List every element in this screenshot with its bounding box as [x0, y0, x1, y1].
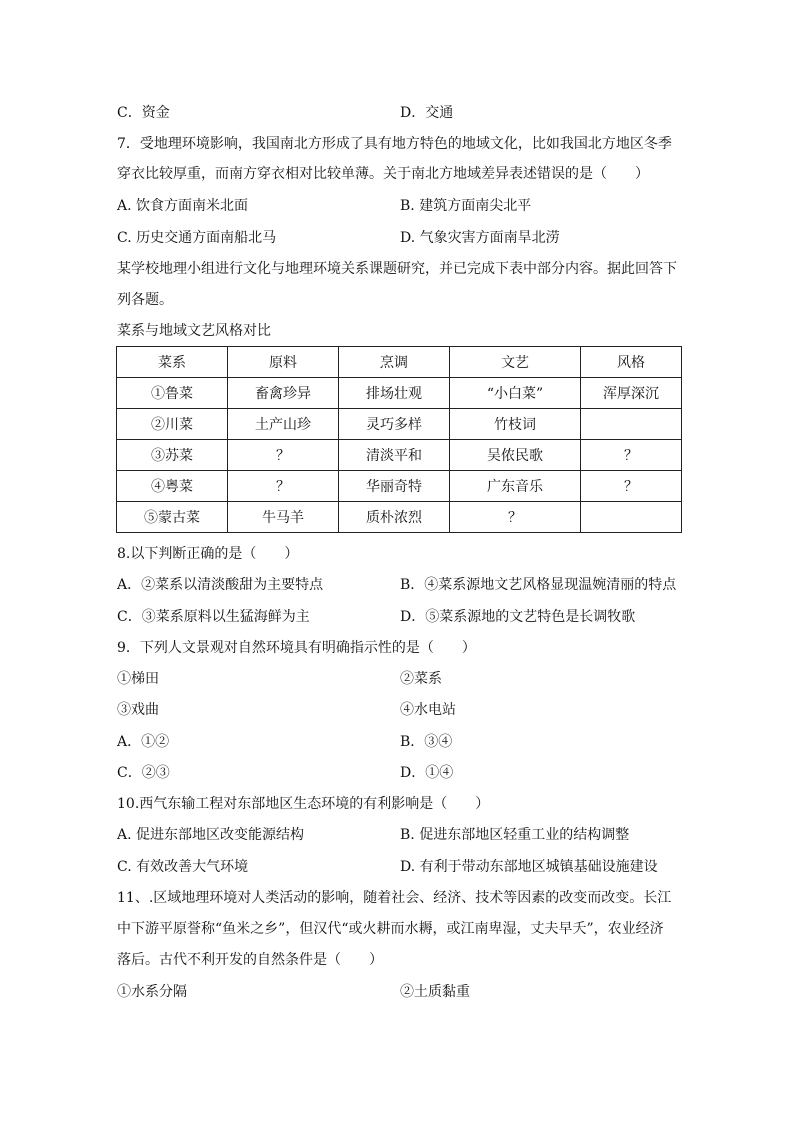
q10-stem: 10.西气东输工程对东部地区生态环境的有利影响是（ ）	[117, 796, 490, 812]
table-cell	[581, 409, 682, 440]
table-cell: ？	[581, 440, 682, 471]
q7-stem-line1: 7．受地理环境影响，我国南北方形成了具有地方特色的地域文化，比如我国北方地区冬季	[117, 136, 672, 152]
table-cell: 浑厚深沉	[581, 378, 682, 409]
header-style: 风格	[581, 347, 682, 378]
q6-option-d: D．交通	[400, 105, 454, 121]
q10-option-a: A. 促进东部地区改变能源结构	[117, 827, 305, 843]
q9-option-d: D．①④	[400, 765, 454, 781]
table-cell: 华丽奇特	[339, 471, 450, 502]
q8-option-c: C．③菜系原料以生猛海鲜为主	[117, 609, 310, 625]
table-row	[117, 409, 682, 440]
q10-option-b: B. 促进东部地区轻重工业的结构调整	[400, 827, 630, 843]
table-cell: “小白菜”	[450, 378, 581, 409]
table-cell: ⑤蒙古菜	[117, 502, 228, 533]
table-cell: ？	[581, 471, 682, 502]
q11-stem-line3: 落后。古代不利开发的自然条件是（ ）	[117, 952, 383, 968]
q7-option-c: C. 历史交通方面南船北马	[117, 230, 277, 246]
q9-item-1: ①梯田	[117, 671, 159, 687]
q9-stem: 9．下列人文景观对自然环境具有明确指示性的是（ ）	[117, 640, 476, 656]
q8-stem: 8.以下判断正确的是（ ）	[117, 546, 299, 562]
q11-item-2: ②土质黏重	[400, 984, 470, 1000]
q7-option-a: A. 饮食方面南米北面	[117, 198, 249, 214]
q7-stem-line2: 穿衣比较厚重，而南方穿衣相对比较单薄。关于南北方地域差异表述错误的是（ ）	[117, 166, 649, 182]
header-cooking: 烹调	[339, 347, 450, 378]
table-cell: 排场壮观	[339, 378, 450, 409]
table-cell: ？	[450, 502, 581, 533]
table-cell: ？	[228, 440, 339, 471]
intro-line1: 某学校地理小组进行文化与地理环境关系课题研究，并已完成下表中部分内容。据此回答下	[117, 261, 677, 277]
q9-option-a: A．①②	[117, 734, 170, 750]
table-title: 菜系与地域文艺风格对比	[117, 323, 271, 339]
header-cuisine: 菜系	[117, 347, 228, 378]
q10-option-c: C. 有效改善大气环境	[117, 859, 249, 875]
table-header-row	[117, 347, 682, 378]
table-row	[117, 502, 682, 533]
table-cell: ①鲁菜	[117, 378, 228, 409]
table-cell: ？	[228, 471, 339, 502]
q8-option-b: B．④菜系源地文艺风格显现温婉清丽的特点	[400, 577, 677, 593]
q11-stem-line2: 中下游平原誉称“鱼米之乡”，但汉代“或火耕而水耨，或江南卑湿，丈夫早夭”，农业经济	[117, 921, 664, 937]
q9-item-3: ③戏曲	[117, 702, 159, 718]
q9-item-4: ④水电站	[400, 702, 456, 718]
header-arts: 文艺	[450, 347, 581, 378]
q7-option-d: D. 气象灾害方面南旱北涝	[400, 230, 560, 246]
table-cell: 吴侬民歌	[450, 440, 581, 471]
table-cell: 土产山珍	[228, 409, 339, 440]
header-ingredients: 原料	[228, 347, 339, 378]
q11-item-1: ①水系分隔	[117, 984, 187, 1000]
q8-option-d: D．⑤菜系源地的文艺特色是长调牧歌	[400, 609, 636, 625]
q9-item-2: ②菜系	[400, 671, 442, 687]
table-cell: 牛马羊	[228, 502, 339, 533]
table-cell: ③苏菜	[117, 440, 228, 471]
table-cell: ④粤菜	[117, 471, 228, 502]
q9-option-b: B．③④	[400, 734, 453, 750]
intro-line2: 列各题。	[117, 292, 173, 308]
table-row	[117, 378, 682, 409]
q9-option-c: C．②③	[117, 765, 170, 781]
table-cell: 质朴浓烈	[339, 502, 450, 533]
q11-stem-line1: 11、.区域地理环境对人类活动的影响，随着社会、经济、技术等因素的改变而改变。长江	[117, 890, 672, 906]
table-cell: 畜禽珍异	[228, 378, 339, 409]
table-row	[117, 471, 682, 502]
q10-option-d: D. 有利于带动东部地区城镇基础设施建设	[400, 859, 658, 875]
table-row	[117, 440, 682, 471]
table-cell	[581, 502, 682, 533]
table-cell: ②川菜	[117, 409, 228, 440]
table-cell: 广东音乐	[450, 471, 581, 502]
q7-option-b: B. 建筑方面南尖北平	[400, 198, 532, 214]
q8-option-a: A．②菜系以清淡酸甜为主要特点	[117, 577, 324, 593]
table-cell: 灵巧多样	[339, 409, 450, 440]
table-cell: 清淡平和	[339, 440, 450, 471]
cuisine-comparison-table	[116, 346, 682, 533]
q6-option-c: C．资金	[117, 105, 170, 121]
table-cell: 竹枝词	[450, 409, 581, 440]
